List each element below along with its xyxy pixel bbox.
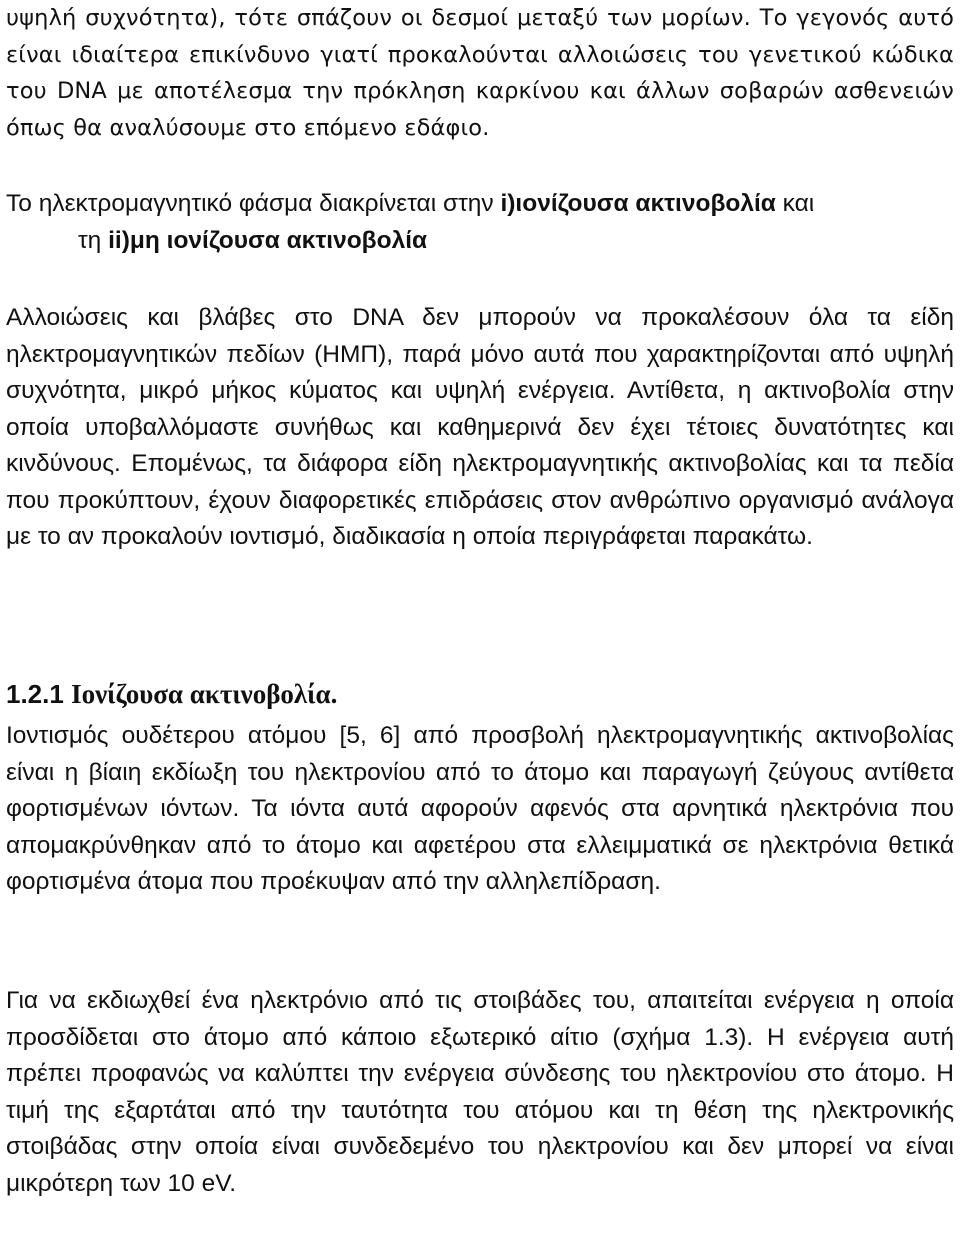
paragraph-emf-effects: Αλλοιώσεις και βλάβες στο DNA δεν μπορούν να προκαλέσουν όλα τα είδη ηλεκτρομαγνητικών πεδίων (ΗΜΠ), παρά μόνο αυτά που χαρακτηρίζονται από υψηλή συχνότητα, μικρό μήκος κύματος και υψηλή ενέργεια. Αντίθετα, η ακτινοβολία στην οποία υποβαλλόμαστε συνήθως και καθημερινά δεν έχει τέτοιες δυνατότητες και κινδύνους. Επομένως, τα διάφορα είδη ηλεκτρομαγνητικής ακτινοβολίας και τα πεδία που προκύπτουν, έχουν διαφορετικές επιδράσεις στον ανθρώπινο οργανισμό ανάλογα με το αν προκαλούν ιοντισμό, διαδικασία η οποία περιγράφεται παρακάτω. [6, 304, 954, 550]
term-ionizing: i)ιονίζουσα ακτινοβολία [500, 190, 776, 217]
section-title: Ιονίζουσα ακτινοβολία. [71, 679, 338, 709]
term-non-ionizing: ii)μη ιονίζουσα ακτινοβολία [108, 226, 428, 254]
spectrum-middle: και [775, 190, 815, 217]
spectrum-second-line [6, 223, 954, 260]
section-heading [6, 676, 337, 712]
spectrum-prefix: Το ηλεκτρομαγνητικό φάσμα διακρίνεται στην [6, 190, 501, 217]
paragraph-dna-damage: υψηλή συχνότητα), τότε σπάζουν οι δεσμοί μεταξύ των μορίων. Το γεγονός αυτό είναι ιδιαίτερα επικίνδυνο γιατί προκαλούνται αλλοιώσεις του γενετικού κώδικα του DNA με αποτέλεσμα την πρόκληση καρκίνου και άλλων σοβαρών ασθενειών όπως θα αναλύσουμε στο επόμενο εδάφιο. [6, 5, 954, 141]
paragraph-electron-ejection: Για να εκδιωχθεί ένα ηλεκτρόνιο από τις στοιβάδες του, απαιτείται ενέργεια η οποία προσδίδεται στο άτομο από κάποιο εξωτερικό αίτιο (σχήμα 1.3). Η ενέργεια αυτή πρέπει προφανώς να καλύπτει την ενέργεια σύνδεσης του ηλεκτρονίου στο άτομο. Η τιμή της εξαρτάται από την ταυτότητα του ατόμου και τη θέση της ηλεκτρονικής στοιβάδας στην οποία είναι συνδεδεμένο του ηλεκτρονίου και δεν μπορεί να είναι μικρότερη των 10 eV. [6, 987, 954, 1197]
section-number: 1.2.1 [6, 679, 72, 709]
paragraph-ionization: Ιοντισμός ουδέτερου ατόμου [5, 6] από προσβολή ηλεκτρομαγνητικής ακτινοβολίας είναι η βίαιη εκδίωξη του ηλεκτρονίου από το άτομο και παραγωγή ζεύγους αντίθετα φορτισμένων ιόντων. Τα ιόντα αυτά αφορούν αφενός στα αρνητικά ηλεκτρόνια που απομακρύνθηκαν από το άτομο και αφετέρου στα ελλειμματικά σε ηλεκτρόνια θετικά φορτισμένα άτομα που προέκυψαν από την αλληλεπίδραση. [6, 722, 954, 895]
paragraph-spectrum [6, 186, 954, 259]
spectrum-second-prefix: τη [78, 226, 109, 254]
